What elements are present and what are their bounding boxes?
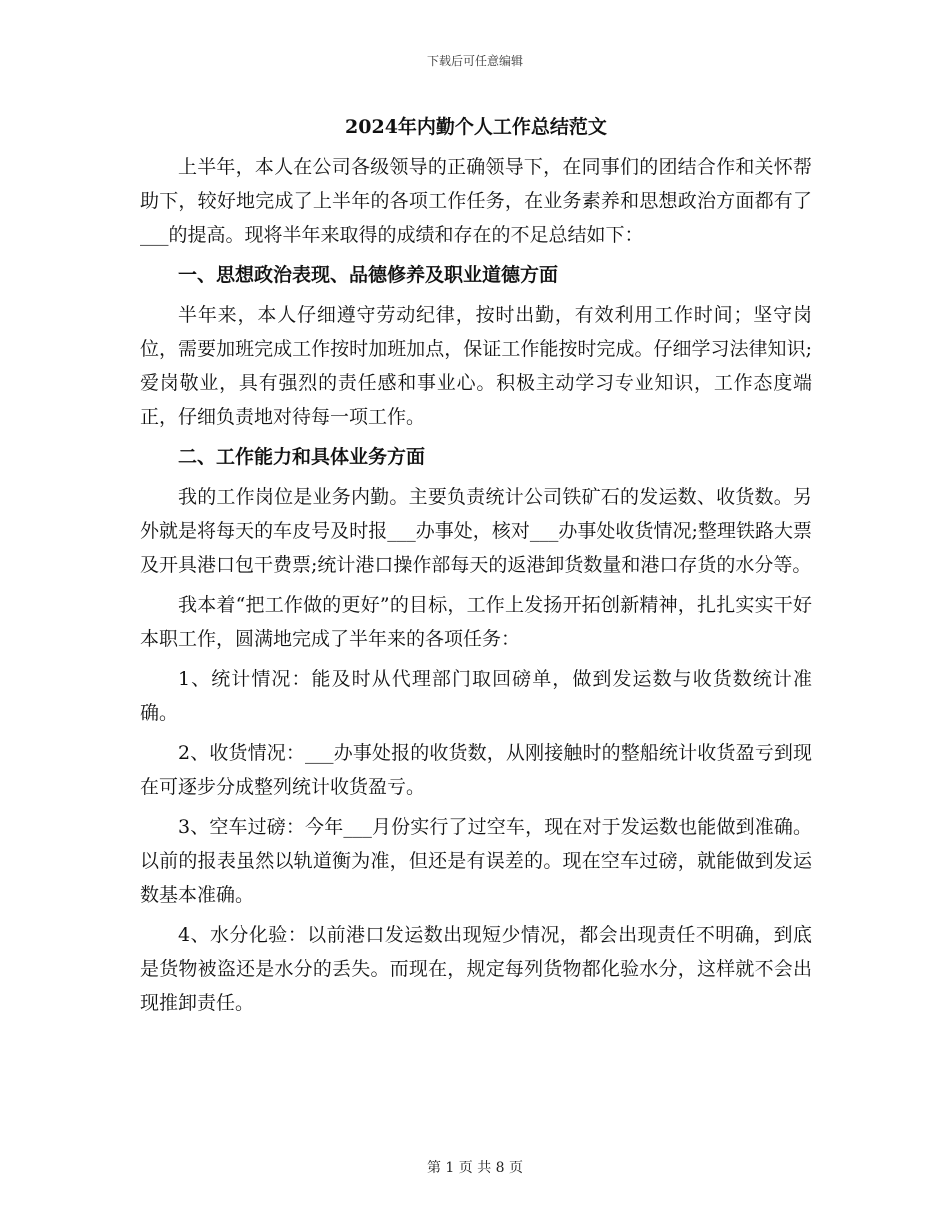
header-note: 下载后可任意编辑: [426, 54, 523, 68]
body-paragraph: 半年来，本人仔细遵守劳动纪律，按时出勤，有效利用工作时间；坚守岗位，需要加班完成工作按时加班加点，保证工作能按时完成。仔细学习法律知识;爱岗敬业，具有强烈的责任感和事业心。积极主动学习专业知识，工作态度端正，仔细负责地对待每一项工作。: [140, 304, 812, 428]
list-item: 4、水分化验：以前港口发运数出现短少情况，都会出现责任不明确，到底是货物被盗还是水分的丢失。而现在，规定每列货物都化验水分，这样就不会出现推卸责任。: [140, 924, 812, 1014]
page-number-footer: 第 1 页 共 8 页: [426, 1160, 524, 1176]
document-body: [140, 112, 812, 1026]
list-item: 1、统计情况：能及时从代理部门取回磅单，做到发运数与收货数统计准确。: [140, 668, 812, 724]
section-heading-2: 二、工作能力和具体业务方面: [178, 446, 426, 468]
list-item: 3、空车过磅：今年___月份实行了过空车，现在对于发运数也能做到准确。以前的报表虽然以轨道衡为准，但还是有误差的。现在空车过磅，就能做到发运数基本准确。: [140, 816, 812, 906]
body-paragraph: 我的工作岗位是业务内勤。主要负责统计公司铁矿石的发运数、收货数。另外就是将每天的车皮号及时报___办事处，核对___办事处收货情况;整理铁路大票及开具港口包干费票;统计港口操作部每天的返港卸货数量和港口存货的水分等。: [140, 486, 812, 576]
section-heading-1: 一、思想政治表现、品德修养及职业道德方面: [178, 264, 559, 286]
body-paragraph: 我本着“把工作做的更好”的目标，工作上发扬开拓创新精神，扎扎实实干好本职工作，圆满地完成了半年来的各项任务：: [140, 594, 812, 650]
document-title: 2024年内勤个人工作总结范文: [345, 116, 607, 138]
list-item: 2、收货情况：___办事处报的收货数，从刚接触时的整船统计收货盈亏到现在可逐步分成整列统计收货盈亏。: [140, 742, 812, 798]
intro-paragraph: 上半年，本人在公司各级领导的正确领导下，在同事们的团结合作和关怀帮助下，较好地完成了上半年的各项工作任务，在业务素养和思想政治方面都有了___的提高。现将半年来取得的成绩和存在的不足总结如下：: [140, 156, 812, 246]
